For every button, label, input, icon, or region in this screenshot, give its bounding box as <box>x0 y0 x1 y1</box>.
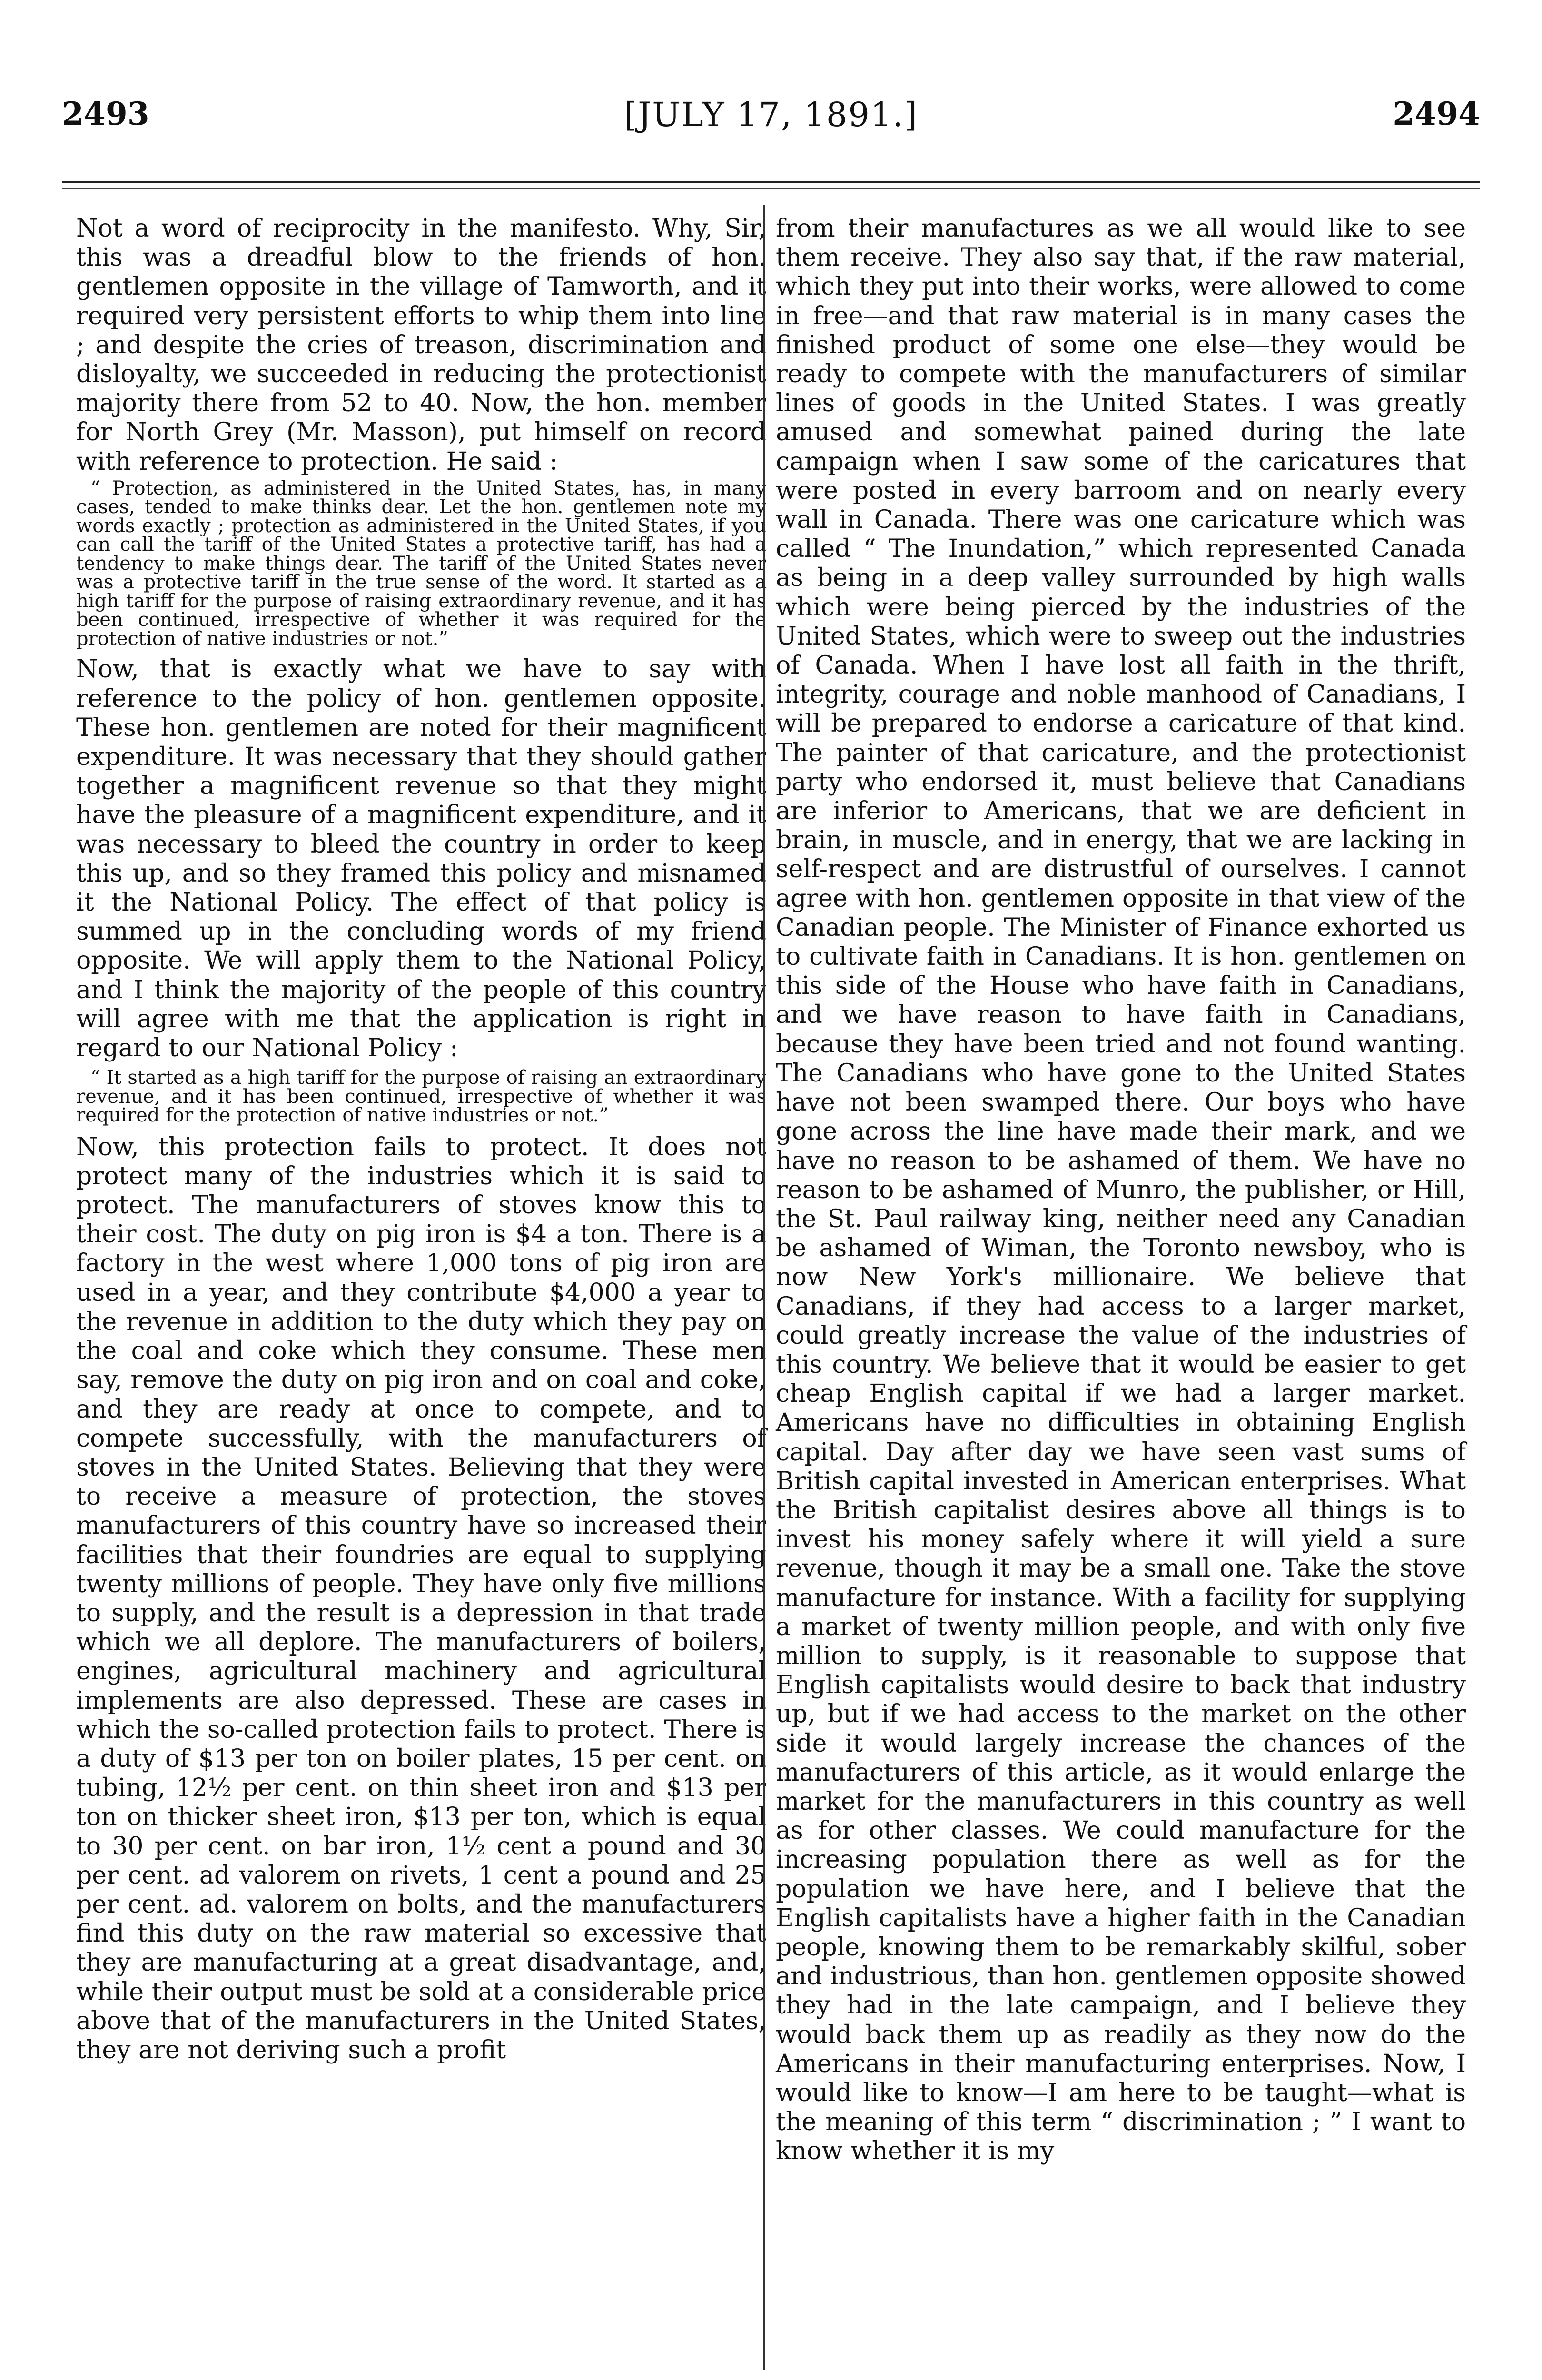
left-paragraph-3: Now, this protection fails to protect. It does not protect many of the industries which it is said to protect. The manufacturers of stoves know this to their cost. The duty on pig iron is $4 a ton. There is a factory in the west where 1,000 tons of pig iron are used in a year, and they contribute $4,000 a year to the revenue in addition to the duty which they pay on the coal and coke which they consume. These men say, remove the duty on pig iron and on coal and coke, and they are ready at once to compete, and to compete successfully, with the manufacturers of stoves in the United States. Believing that they were to receive a measure of protection, the stoves manufacturers of this country have so increased their facilities that their foundries are equal to supplying twenty millions of people. They have only five millions to supply, and the result is a depression in that trade which we all deplore. The manufacturers of boilers, engines, agricultural machinery and agricultural implements are also depressed. These are cases in which the so-called protection fails to protect. There is a duty of $13 per ton on boiler plates, 15 per cent. on tubing, 12½ per cent. on thin sheet iron and $13 per ton on thicker sheet iron, $13 per ton, which is equal to 30 per cent. on bar iron, 1½ cent a pound and 30 per cent. ad valorem on rivets, 1 cent a pound and 25 per cent. ad. valorem on bolts, and the manufacturers find this duty on the raw material so excessive that they are manufacturing at a great disadvantage, and, while their output must be sold at a considerable price above that of the manufacturers in the United States, they are not deriving such a profit <box>76 1132 766 2064</box>
left-column <box>76 214 766 2065</box>
left-quote-2: “ It started as a high tariff for the purpose of raising an extraordinary revenue, and it has been continued, irrespective of whether it was required for the protection of native industries or not.” <box>76 1067 766 1127</box>
header-rule-thin <box>62 188 1480 189</box>
left-quote-1: “ Protection, as administered in the United States, has, in many cases, tended to make thinks dear. Let the hon. gentlemen note my words exactly ; protection as administered in the United States, if you can call the tariff of the United States a protective tariff, has had a tendency to make things dear. The tariff of the United States never was a protective tariff in the true sense of the word. It started as a high tariff for the purpose of raising extraordinary revenue, and it has been continued, irrespective of whether it was required for the protection of native industries or not.” <box>76 477 766 650</box>
page-number-right: 2494 <box>1393 95 1480 132</box>
header-rule <box>62 181 1480 183</box>
right-paragraph-1: from their manufactures as we all would like to see them receive. They also say that, if the raw material, which they put into their works, were allowed to come in free—and that raw material is in many cases the finished product of some one else—they would be ready to compete with the manufacturers of similar lines of goods in the United States. I was greatly amused and somewhat pained during the late campaign when I saw some of the caricatures that were posted in every barroom and on nearly every wall in Canada. There was one caricature which was called “ The Inundation,” which represented Canada as being in a deep valley surrounded by high walls which were being pierced by the industries of the United States, which were to sweep out the industries of Canada. When I have lost all faith in the thrift, integrity, courage and noble manhood of Canadians, I will be prepared to endorse a caricature of that kind. The painter of that caricature, and the protectionist party who endorsed it, must believe that Canadians are inferior to Americans, that we are deficient in brain, in muscle, and in energy, that we are lacking in self-respect and are distrustful of ourselves. I cannot agree with hon. gentlemen opposite in that view of the Canadian people. The Minister of Finance exhorted us to cultivate faith in Canadians. It is hon. gentlemen on this side of the House who have faith in Canadians, and we have reason to have faith in Canadians, because they have been tried and not found wanting. The Canadians who have gone to the United States have not been swamped there. Our boys who have gone across the line have made their mark, and we have no reason to be ashamed of them. We have no reason to be ashamed of Munro, the publisher, or Hill, the St. Paul railway king, neither need any Canadian be ashamed of Wiman, the Toronto newsboy, who is now New York's millionaire. We believe that Canadians, if they had access to a larger market, could greatly increase the value of the industries of this country. We believe that it would be easier to get cheap English capital if we had a larger market. Americans have no difficulties in obtaining English capital. Day after day we have seen vast sums of British capital invested in American enterprises. What the British capitalist desires above all things is to invest his money safely where it will yield a sure revenue, though it may be a small one. Take the stove manufacture for instance. With a facility for supplying a market of twenty million people, and with only five million to supply, is it reasonable to suppose that English capitalists would desire to back that industry up, but if we had access to the market on the other side it would largely increase the chances of the manufacturers of this article, as it would enlarge the market for the manufacturers in this country as well as for other classes. We could manufacture for the increasing population there as well as for the population we have here, and I believe that the English capitalists have a higher faith in the Canadian people, knowing them to be remarkably skilful, sober and industrious, than hon. gentlemen opposite showed they had in the late campaign, and I believe they would back them up as readily as they now do the Americans in their manufacturing enterprises. Now, I would like to know—I am here to be taught—what is the meaning of this term “ discrimination ; ” I want to know whether it is my <box>776 214 1466 2166</box>
left-paragraph-2: Now, that is exactly what we have to say with reference to the policy of hon. gentlemen opposite. These hon. gentlemen are noted for their magnificent expenditure. It was necessary that they should gather together a magnificent revenue so that they might have the pleasure of a magnificent expenditure, and it was necessary to bleed the country in order to keep this up, and so they framed this policy and misnamed it the National Policy. The effect of that policy is summed up in the concluding words of my friend opposite. We will apply them to the National Policy, and I think the majority of the people of this country will agree with me that the application is right in regard to our National Policy : <box>76 655 766 1062</box>
page-number-left: 2493 <box>62 95 149 132</box>
page-date: [JULY 17, 1891.] <box>623 95 919 134</box>
right-column <box>776 214 1466 2166</box>
left-paragraph-1: Not a word of reciprocity in the manifesto. Why, Sir, this was a dreadful blow to the friends of hon. gentlemen opposite in the village of Tamworth, and it required very persistent efforts to whip them into line ; and despite the cries of treason, discrimination and disloyalty, we succeeded in reducing the protectionist majority there from 52 to 40. Now, the hon. member for North Grey (Mr. Masson), put himself on record with reference to protection. He said : <box>76 214 766 476</box>
page-header <box>62 95 1480 148</box>
column-divider <box>763 205 765 2370</box>
